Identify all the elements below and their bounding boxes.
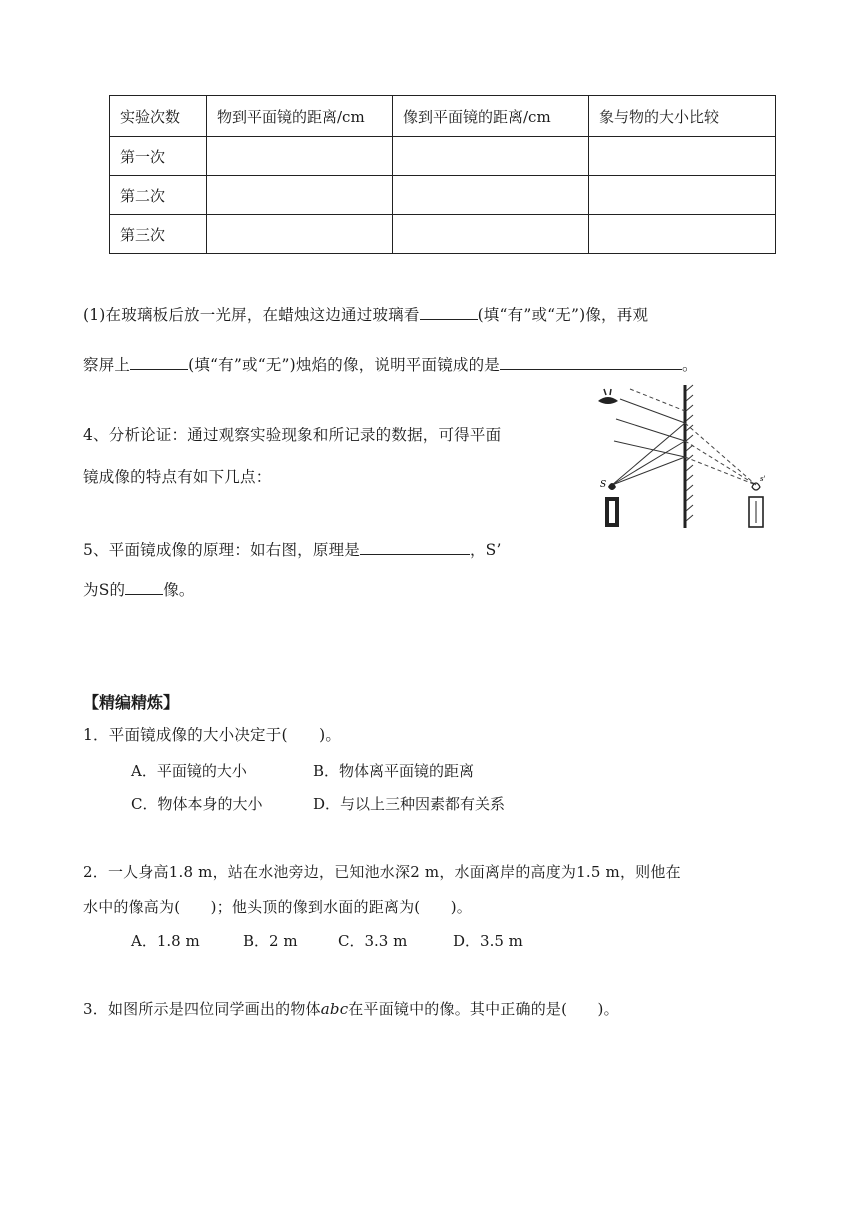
light-rays xyxy=(612,399,685,485)
practice-heading: 【精编精炼】 xyxy=(83,693,180,712)
section-5-line-1 xyxy=(83,538,502,560)
text-segment: 5、平面镜成像的原理：如右图，原理是 xyxy=(83,541,360,559)
table-header-cell: 象与物的大小比较 xyxy=(589,96,776,137)
practice-q2-line-1: 2．一人身高1.8 m，站在水池旁边，已知池水深2 m，水面离岸的高度为1.5 m，则他在 xyxy=(83,863,681,881)
text-segment: 。 xyxy=(682,356,698,374)
table-header-cell: 实验次数 xyxy=(110,96,207,137)
practice-q1-option-a: A．平面镜的大小 xyxy=(131,762,247,780)
table-row xyxy=(110,215,776,254)
table-cell xyxy=(589,215,776,254)
label-s: S xyxy=(600,480,607,490)
table-cell: 第三次 xyxy=(110,215,207,254)
table-cell: 第二次 xyxy=(110,176,207,215)
section-5-line-2 xyxy=(83,578,195,600)
text-segment: 像。 xyxy=(163,581,195,599)
table-cell xyxy=(589,176,776,215)
practice-q2-line-2: 水中的像高为( )；他头顶的像到水面的距离为( )。 xyxy=(83,898,473,916)
candle-icon xyxy=(605,483,619,527)
object-label-abc: abc xyxy=(320,1000,349,1018)
practice-q1-option-c: C．物体本身的大小 xyxy=(131,795,263,813)
practice-q2-option-a: A．1.8 m xyxy=(131,932,200,950)
text-segment: 3．如图所示是四位同学画出的物体 xyxy=(83,1000,321,1018)
practice-q1-stem: 1．平面镜成像的大小决定于( )。 xyxy=(83,726,342,744)
practice-q3-stem xyxy=(83,998,619,1019)
fill-blank xyxy=(500,355,682,370)
mirror-hatching xyxy=(686,385,693,521)
practice-q2-option-b: B．2 m xyxy=(243,932,298,950)
text-segment: 为S的 xyxy=(83,581,126,599)
table-cell xyxy=(393,215,589,254)
table-header-cell: 物到平面镜的距离/cm xyxy=(207,96,393,137)
label-s-prime: s' xyxy=(760,475,766,483)
text-segment: (1)在玻璃板后放一光屏，在蜡烛这边通过玻璃看 xyxy=(83,306,420,324)
fill-blank xyxy=(125,580,163,595)
question-1-line-2 xyxy=(83,353,698,375)
text-segment: 在平面镜中的像。其中正确的是( )。 xyxy=(348,1000,619,1018)
practice-q1-option-b: B．物体离平面镜的距离 xyxy=(313,762,475,780)
table-cell xyxy=(393,137,589,176)
fill-blank xyxy=(360,540,470,555)
table-header-row xyxy=(110,96,776,137)
plane-mirror-diagram xyxy=(590,383,780,531)
text-segment: ，S’ xyxy=(469,541,502,559)
table-row xyxy=(110,176,776,215)
text-segment: 察屏上 xyxy=(83,356,131,374)
section-4-line-2: 镜成像的特点有如下几点： xyxy=(83,468,272,486)
table-cell xyxy=(589,137,776,176)
text-segment: (填“有”或“无”)像，再观 xyxy=(477,306,649,324)
text-segment: (填“有”或“无”)烛焰的像，说明平面镜成的是 xyxy=(188,356,501,374)
practice-q2-option-c: C．3.3 m xyxy=(338,932,408,950)
eye-icon xyxy=(598,389,618,404)
virtual-candle-icon xyxy=(749,483,763,527)
table-cell xyxy=(207,215,393,254)
practice-q2-option-d: D．3.5 m xyxy=(453,932,523,950)
table-cell xyxy=(207,137,393,176)
section-4-line-1: 4、分析论证：通过观察实验现象和所记录的数据，可得平面 xyxy=(83,426,502,444)
table-header-cell: 像到平面镜的距离/cm xyxy=(393,96,589,137)
question-1-line-1 xyxy=(83,303,648,325)
experiment-record-table xyxy=(109,95,776,254)
fill-blank xyxy=(130,355,188,370)
table-cell xyxy=(207,176,393,215)
table-row xyxy=(110,137,776,176)
table-cell: 第一次 xyxy=(110,137,207,176)
table-cell xyxy=(393,176,589,215)
practice-q1-option-d: D．与以上三种因素都有关系 xyxy=(313,795,506,813)
fill-blank xyxy=(420,305,478,320)
